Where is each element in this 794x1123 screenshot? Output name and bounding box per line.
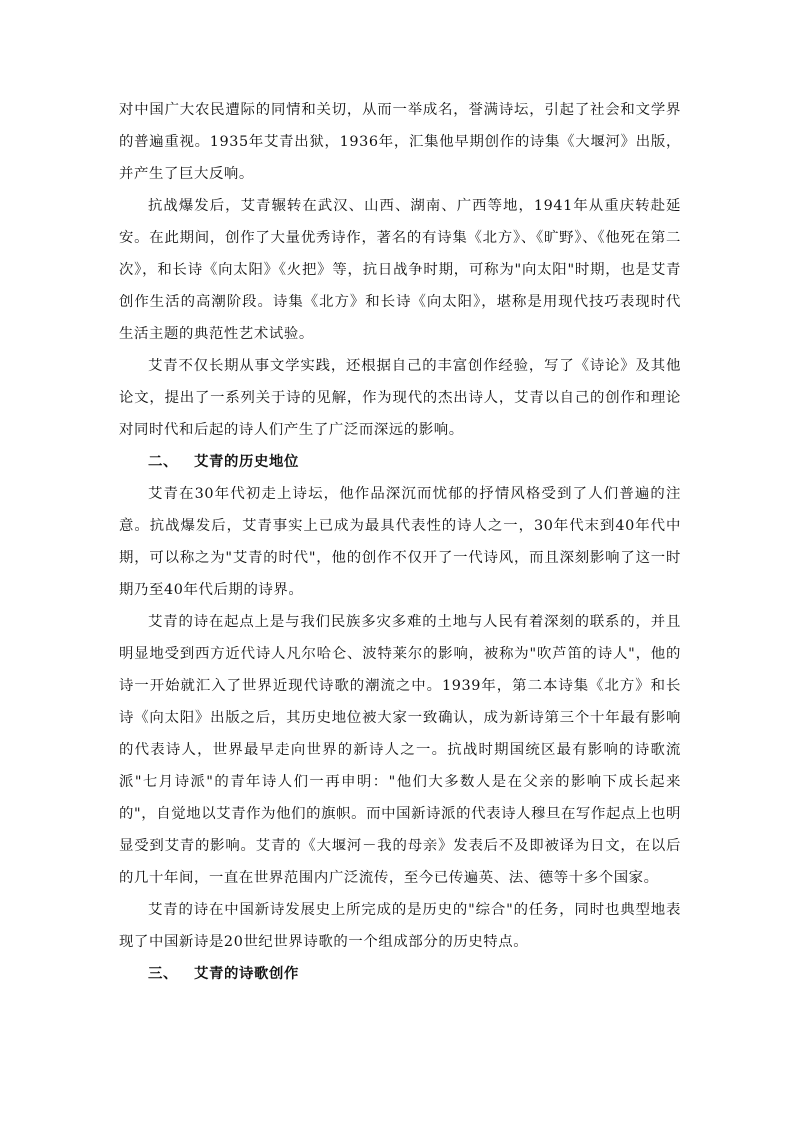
paragraph-synthesis: 艾青的诗在中国新诗发展史上所完成的是历史的"综合"的任务，同时也典型地表现了中国新诗是20世纪世界诗歌的一个组成部分的历史特点。	[119, 902, 681, 950]
paragraph-era-of-aiqing: 艾青在30年代初走上诗坛，他作品深沉而忧郁的抒情风格受到了人们普遍的注意。抗战爆发后，艾青事实上已成为最具代表性的诗人之一，30年代末到40年代中期，可以称之为"艾青的时代"，他的创作不仅开了一代诗风，而且深刻影响了这一时期乃至40年代后期的诗界。	[119, 486, 681, 598]
paragraph-poetics-theory: 艾青不仅长期从事文学实践，还根据自己的丰富创作经验，写了《诗论》及其他论文，提出了一系列关于诗的见解，作为现代的杰出诗人，艾青以自己的创作和理论对同时代和后起的诗人们产生了广泛而深远的影响。	[119, 358, 681, 438]
paragraph-influence: 艾青的诗在起点上是与我们民族多灾多难的土地与人民有着深刻的联系的，并且明显地受到西方近代诗人凡尔哈仑、波特莱尔的影响，被称为"吹芦笛的诗人"，他的诗一开始就汇入了世界近现代诗歌的潮流之中。1939年，第二本诗集《北方》和长诗《向太阳》出版之后，其历史地位被大家一致确认，成为新诗第三个十年最有影响的代表诗人，世界最早走向世界的新诗人之一。抗战时期国统区最有影响的诗歌流派"七月诗派"的青年诗人们一再申明："他们大多数人是在父亲的影响下成长起来的"，自觉地以艾青作为他们的旗帜。而中国新诗派的代表诗人穆旦在写作起点上也明显受到艾青的影响。艾青的《大堰河－我的母亲》发表后不及即被译为日文，在以后的几十年间，一直在世界范围内广泛流传，至今已传遍英、法、德等十多个国家。	[119, 614, 681, 886]
paragraph-continuation: 对中国广大农民遭际的同情和关切，从而一举成名，誉满诗坛，引起了社会和文学界的普遍重视。1935年艾青出狱，1936年，汇集他早期创作的诗集《大堰河》出版，并产生了巨大反响。	[119, 102, 681, 182]
section-number: 三、	[148, 965, 178, 982]
paragraph-wartime-works: 抗战爆发后，艾青辗转在武汉、山西、湖南、广西等地，1941年从重庆转赴延安。在此期间，创作了大量优秀诗作，著名的有诗集《北方》、《旷野》、《他死在第二次》，和长诗《向太阳》《火把》等，抗日战争时期，可称为"向太阳"时期，也是艾青创作生活的高潮阶段。诗集《北方》和长诗《向太阳》，堪称是用现代技巧表现时代生活主题的典范性艺术试验。	[119, 198, 681, 342]
section-heading-historical-status	[119, 446, 681, 478]
section-title: 艾青的历史地位	[194, 453, 299, 470]
section-number: 二、	[148, 453, 178, 470]
document-body	[119, 94, 681, 990]
section-title: 艾青的诗歌创作	[194, 965, 299, 982]
section-heading-poetry-creation	[119, 958, 681, 990]
